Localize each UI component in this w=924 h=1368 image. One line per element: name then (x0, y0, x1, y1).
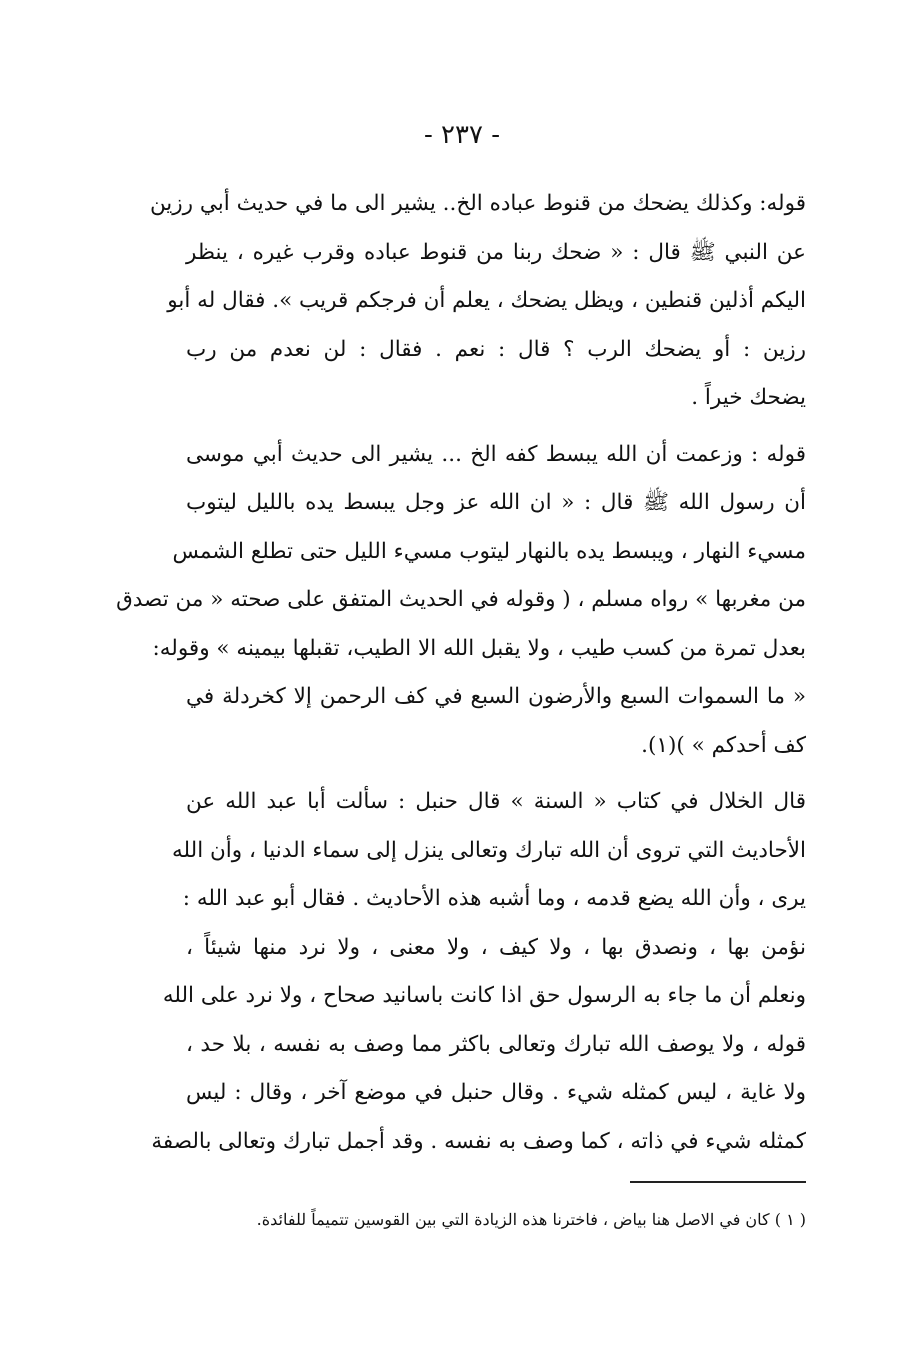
text-line: اليكم أذلين قنطين ، ويظل يضحك ، يعلم أن فرجكم قريب ». فقال له أبو (167, 288, 806, 313)
text-line: ولا غاية ، ليس كمثله شيء . وقال حنبل في موضع آخر ، وقال : ليس (186, 1080, 806, 1105)
text-line: قوله : وزعمت أن الله يبسط كفه الخ ... يشير الى حديث أبي موسى (186, 441, 806, 467)
text-line: من مغربها » رواه مسلم ، ( وقوله في الحديث المتفق على صحته « من تصدق (116, 587, 806, 612)
body-text (116, 180, 806, 1166)
text-line: قوله: وكذلك يضحك من قنوط عباده الخ.. يشير الى ما في حديث أبي رزين (149, 191, 806, 216)
text-line: يضحك خيراً . (691, 385, 806, 410)
text-line: نؤمن بها ، ونصدق بها ، ولا كيف ، ولا معنى ، ولا نرد منها شيئاً ، (186, 934, 806, 960)
text-line: الأحاديث التي تروى أن الله تبارك وتعالى ينزل إلى سماء الدنيا ، وأن الله (172, 837, 806, 863)
page-number: - ٢٣٧ - (423, 120, 501, 150)
text-line: بعدل تمرة من كسب طيب ، ولا يقبل الله الا الطيب، تقبلها بيمينه » وقوله: (152, 635, 806, 661)
footnote: ( ١ ) كان في الاصل هنا بياض ، فاخترنا هذه الزيادة التي بين القوسين تتميماً للفائدة. (256, 1210, 806, 1229)
text-line: مسيء النهار ، ويبسط يده بالنهار ليتوب مسيء الليل حتى تطلع الشمس (172, 538, 806, 564)
text-line: قال الخلال في كتاب « السنة » قال حنبل : سألت أبا عبد الله عن (186, 789, 806, 814)
text-line: كف أحدكم » )(١). (641, 732, 806, 758)
text-line: « ما السموات السبع والأرضون السبع في كف الرحمن إلا كخردلة في (186, 684, 806, 709)
text-line: أن رسول الله ﷺ قال : « ان الله عز وجل يبسط يده بالليل ليتوب (186, 490, 806, 515)
text-line: يرى ، وأن الله يضع قدمه ، وما أشبه هذه الأحاديث . فقال أبو عبد الله : (182, 886, 806, 911)
footnote-divider (630, 1181, 806, 1183)
text-line: كمثله شيء في ذاته ، كما وصف به نفسه . وقد أجمل تبارك وتعالى بالصفة (151, 1128, 806, 1154)
text-line: ونعلم أن ما جاء به الرسول حق اذا كانت باسانيد صحاح ، ولا نرد على الله (162, 983, 806, 1008)
text-line: قوله ، ولا يوصف الله تبارك وتعالى باكثر مما وصف به نفسه ، بلا حد ، (186, 1031, 806, 1057)
text-line: عن النبي ﷺ قال : « ضحك ربنا من قنوط عباده وقرب غيره ، ينظر (186, 239, 806, 265)
text-line: رزين : أو يضحك الرب ؟ قال : نعم . فقال : لن نعدم من رب (186, 336, 806, 362)
